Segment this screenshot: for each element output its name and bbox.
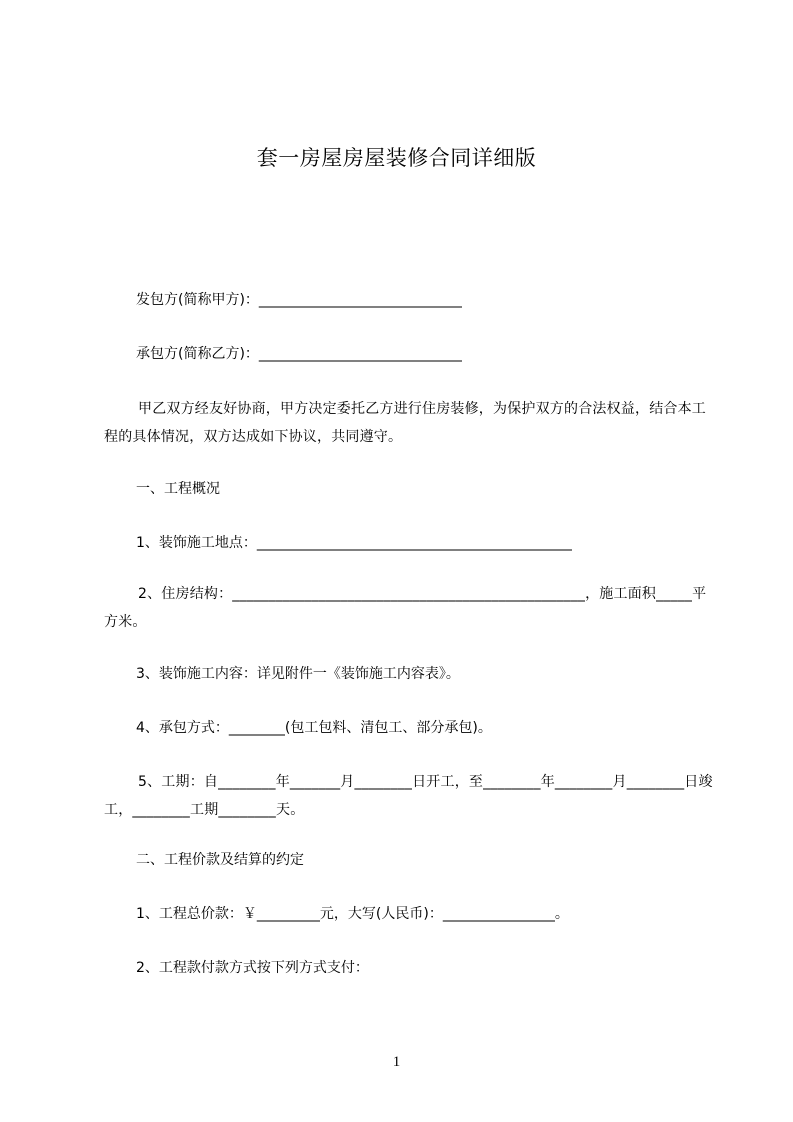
section-2-heading: 二、工程价款及结算的约定 <box>136 852 304 868</box>
section-1-heading: 一、工程概况 <box>136 481 220 497</box>
party-a-line: 发包方(简称甲方)：_____________________________ <box>136 292 462 308</box>
item-1-4: 4、承包方式：________(包工包料、清包工、部分承包)。 <box>136 720 492 736</box>
item-1-1: 1、装饰施工地点：_____________________________________________ <box>136 535 572 551</box>
document-title: 套一房屋房屋装修合同详细版 <box>256 146 537 170</box>
item-1-5: 5、工期：自________年_______月________日开工，至________年________月________日竣工，________工期________天。 <box>104 774 713 818</box>
item-2-1: 1、工程总价款：￥_________元，大写(人民币)：________________。 <box>136 906 569 922</box>
item-2-2: 2、工程款付款方式按下列方式支付： <box>136 960 369 976</box>
party-b-line: 承包方(简称乙方)：_____________________________ <box>136 346 462 362</box>
page-number: 1 <box>392 1054 401 1070</box>
item-1-2: 2、住房结构：_________________________________________________，施工面积_____平方米。 <box>104 586 707 630</box>
item-1-3: 3、装饰施工内容：详见附件一《装饰施工内容表》。 <box>136 666 460 682</box>
intro-paragraph: 甲乙双方经友好协商，甲方决定委托乙方进行住房装修，为保护双方的合法权益，结合本工程的具体情况，双方达成如下协议，共同遵守。 <box>104 401 706 445</box>
